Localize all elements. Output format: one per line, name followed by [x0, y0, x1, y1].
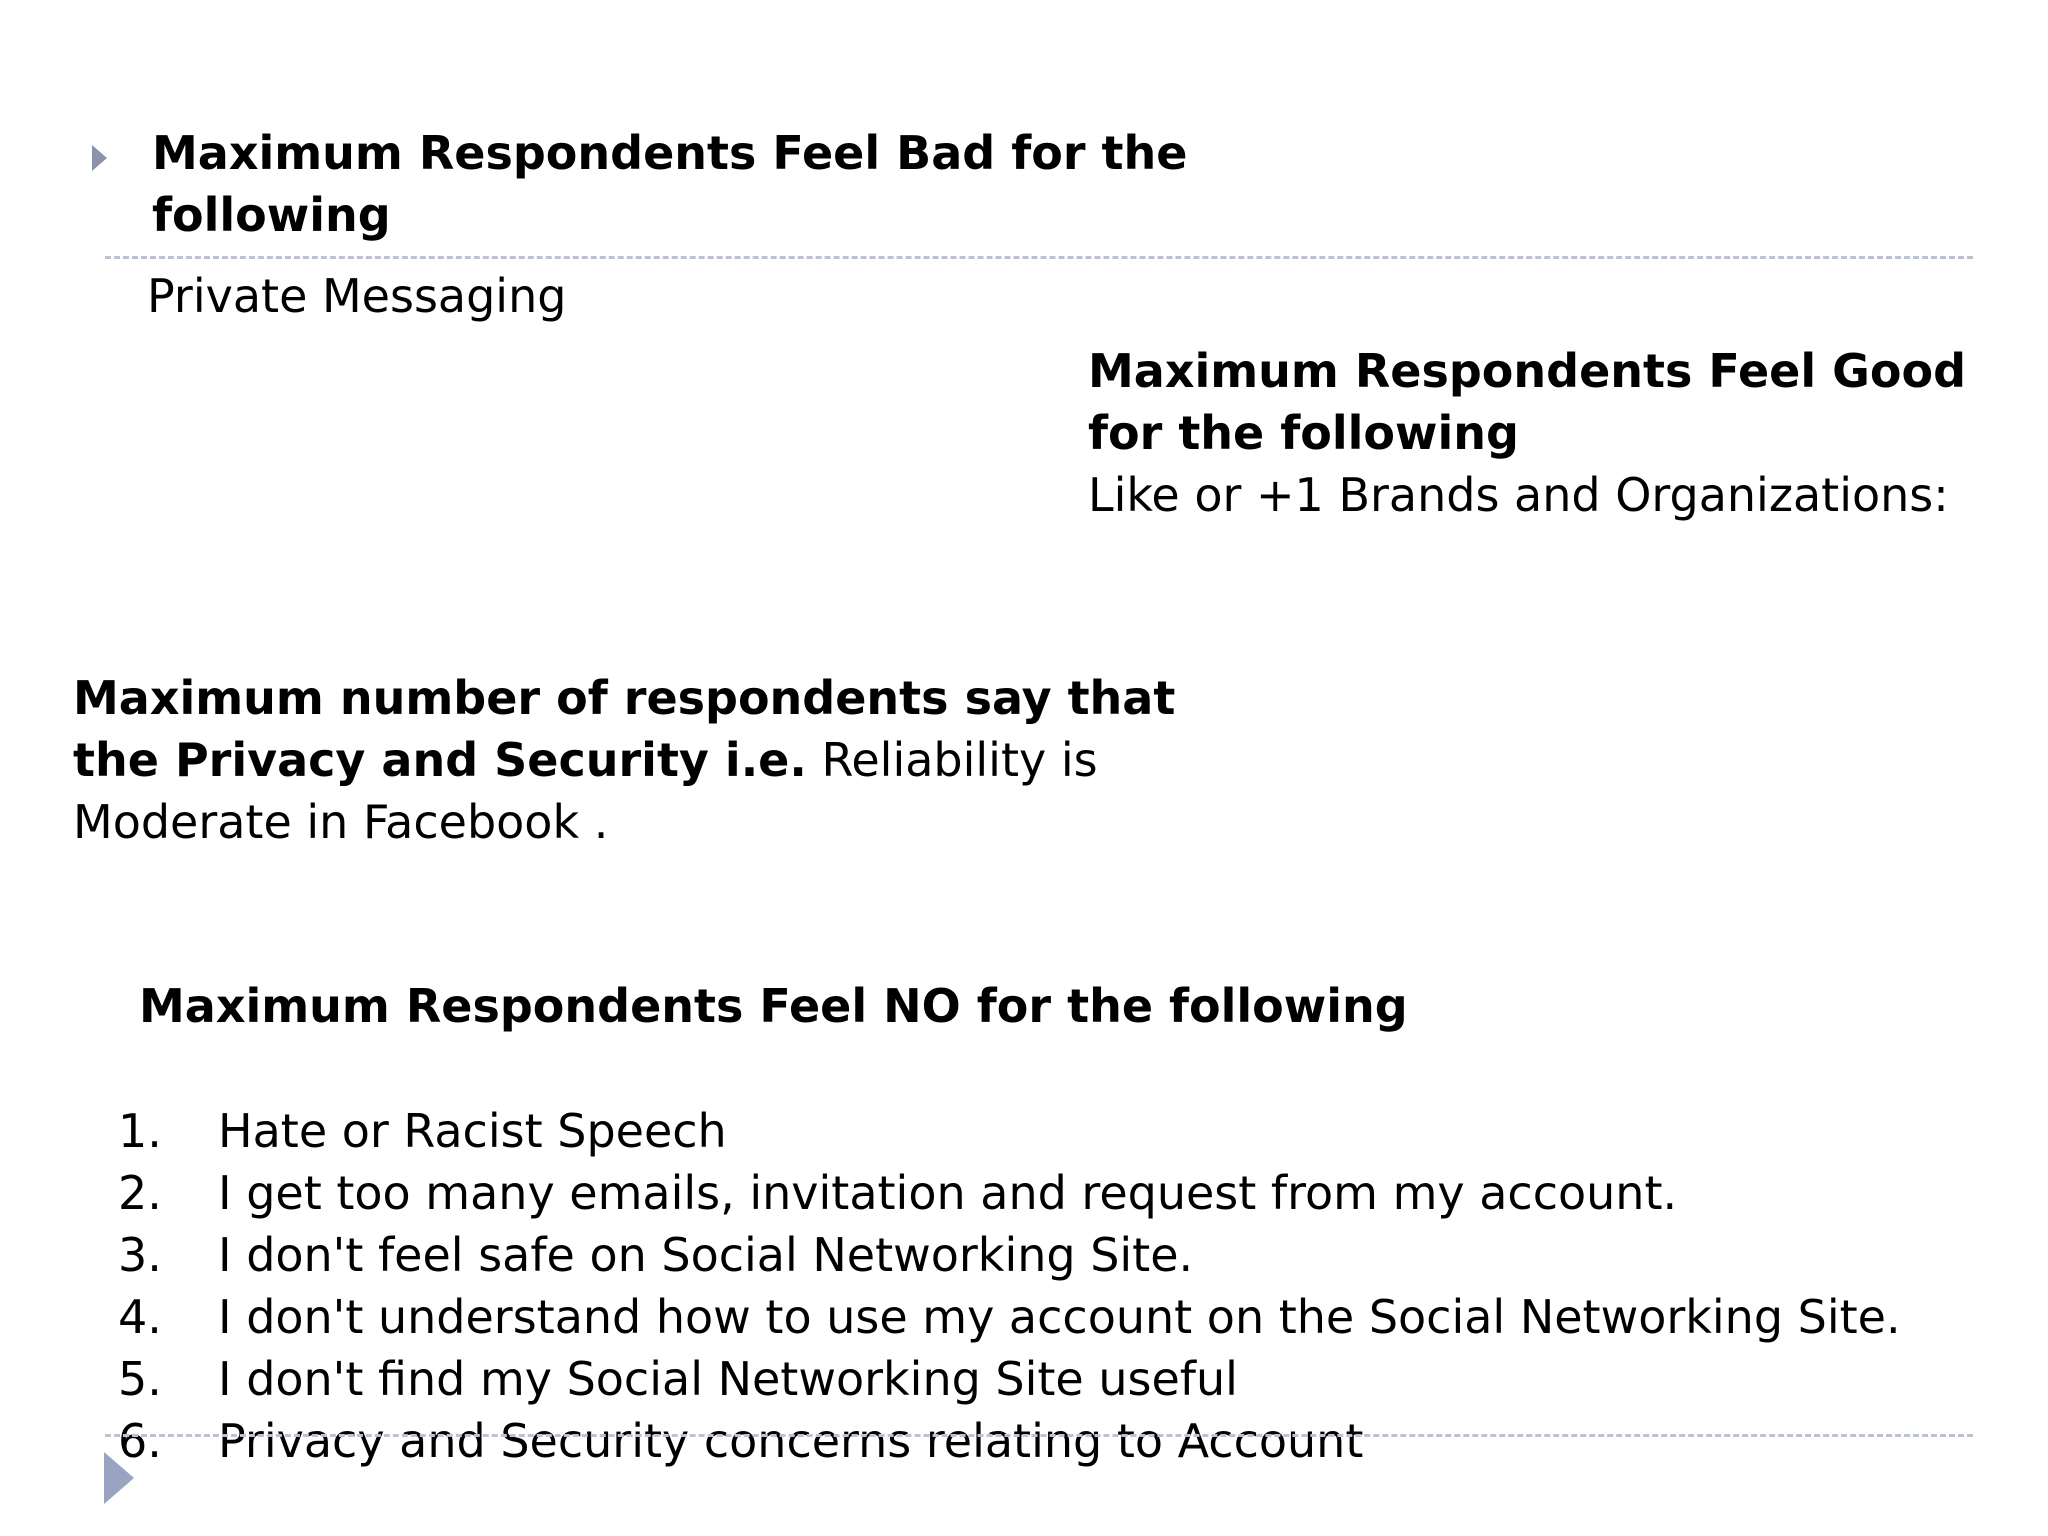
list-item	[118, 1410, 1901, 1472]
bad-section-item: Private Messaging	[147, 269, 567, 323]
good-section-heading	[1088, 340, 1966, 464]
list-item	[118, 1100, 1901, 1162]
list-item-text: Hate or Racist Speech	[218, 1104, 727, 1158]
list-item-text: I don't find my Social Networking Site useful	[218, 1352, 1238, 1406]
privacy-statement	[73, 667, 1175, 853]
privacy-line2	[73, 729, 1175, 791]
bullet-arrow-icon	[92, 145, 107, 171]
privacy-line2-normal: Reliability is	[806, 733, 1098, 787]
list-item-text: I don't understand how to use my account on the Social Networking Site.	[218, 1290, 1901, 1344]
list-item-number: 5.	[118, 1352, 162, 1406]
good-heading-line1: Maximum Respondents Feel Good	[1088, 344, 1967, 398]
bad-heading-line1: Maximum Respondents Feel Bad for the	[152, 126, 1188, 180]
list-item	[118, 1286, 1901, 1348]
bad-section-heading	[152, 122, 1187, 246]
good-heading-line2: for the following	[1088, 406, 1519, 460]
list-item-number: 3.	[118, 1228, 162, 1282]
list-item-number: 1.	[118, 1104, 162, 1158]
bad-heading-line2: following	[152, 188, 391, 242]
list-item-text: I don't feel safe on Social Networking Site.	[218, 1228, 1194, 1282]
list-item-number: 4.	[118, 1290, 162, 1344]
list-item	[118, 1224, 1901, 1286]
reason-list	[118, 1100, 1901, 1472]
good-section-item: Like or +1 Brands and Organizations:	[1088, 468, 1949, 522]
list-item-text: I get too many emails, invitation and request from my account.	[218, 1166, 1678, 1220]
list-item-text: Privacy and Security concerns relating to Account	[218, 1414, 1364, 1468]
bottom-divider	[105, 1434, 1973, 1437]
play-triangle-icon	[104, 1452, 134, 1504]
list-item-number: 2.	[118, 1166, 162, 1220]
privacy-line1: Maximum number of respondents say that	[73, 671, 1176, 725]
list-item	[118, 1162, 1901, 1224]
privacy-line2-bold: the Privacy and Security i.e.	[73, 733, 807, 787]
list-item	[118, 1348, 1901, 1410]
privacy-line3: Moderate in Facebook .	[73, 795, 609, 849]
no-section-heading: Maximum Respondents Feel NO for the following	[139, 979, 1408, 1033]
top-divider	[105, 256, 1973, 259]
list-item-number: 6.	[118, 1414, 162, 1468]
